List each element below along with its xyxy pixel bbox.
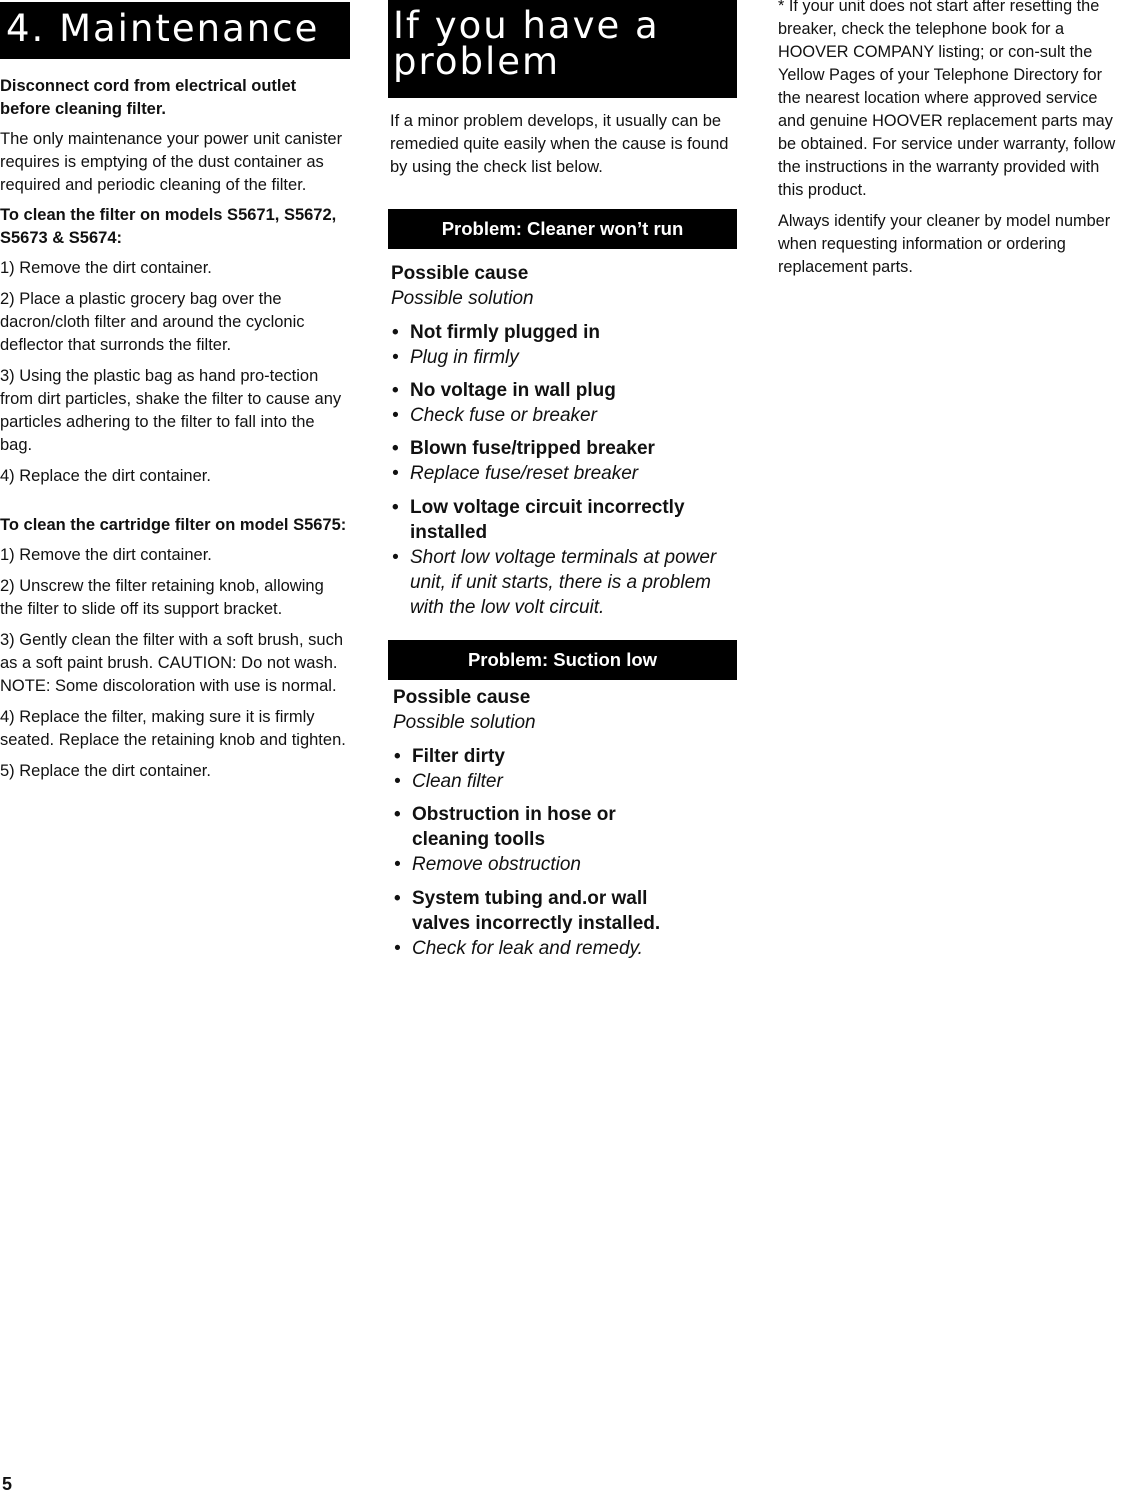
solution-text: Plug in firmly <box>410 347 519 368</box>
possible-cause-label: Possible cause <box>393 687 531 708</box>
bullet: • <box>392 547 399 568</box>
cartridge-step: 1) Remove the dirt container. <box>0 546 212 564</box>
filter-step: 2) Place a plastic grocery bag over the dacron/cloth filter and around the cyclonic deflector that surronds the filter. <box>0 290 305 354</box>
problem-column <box>388 0 737 961</box>
possible-cause-label: Possible cause <box>391 263 529 284</box>
bullet: • <box>394 854 401 875</box>
cause-item <box>390 886 737 936</box>
bullet: • <box>392 347 399 368</box>
cause-header <box>388 685 737 735</box>
cartridge-heading: To clean the cartridge filter on model S5675: <box>0 516 347 534</box>
maintenance-title: 4. Maintenance <box>0 2 350 59</box>
cause-text: Obstruction in hose or cleaning toolls <box>412 804 616 850</box>
cause-item <box>388 436 737 461</box>
solution-item <box>388 403 737 428</box>
maintenance-intro: The only maintenance your power unit canister requires is emptying of the dust container as required and periodic cleaning of the filter. <box>0 130 343 194</box>
solution-text: Short low voltage terminals at power unit, if unit starts, there is a problem with the low volt circuit. <box>410 547 717 618</box>
cause-text: No voltage in wall plug <box>410 380 616 401</box>
filter-step: 3) Using the plastic bag as hand pro-tection from dirt particles, shake the filter to cause any particles adhering to the filter to fall into the bag. <box>0 367 342 454</box>
service-note: * If your unit does not start after resetting the breaker, check the telephone book for a HOOVER COMPANY listing; or con-sult the Yellow Pages of your Telephone Directory for the nearest location where approved service and genuine HOOVER replacement parts may be obtained. For service under warranty, follow the instructions in the warranty provided with this product. <box>778 0 1116 199</box>
filter-step: 1) Remove the dirt container. <box>0 259 212 277</box>
problem-title: If you have a problem <box>388 0 737 98</box>
bullet: • <box>392 497 399 518</box>
possible-solution-label: Possible solution <box>393 712 536 733</box>
cause-item <box>388 495 737 545</box>
page-number: 5 <box>2 1474 13 1494</box>
problem-list-suction-low <box>388 744 737 961</box>
problem-intro: If a minor problem develops, it usually can be remedied quite easily when the cause is found by using the check list below. <box>390 112 729 176</box>
problem-band-suction-low: Problem: Suction low <box>388 640 737 680</box>
possible-solution-label: Possible solution <box>391 288 534 309</box>
bullet: • <box>392 438 399 459</box>
maintenance-warning: Disconnect cord from electrical outlet before cleaning filter. <box>0 77 297 118</box>
filter-step: 4) Replace the dirt container. <box>0 467 211 485</box>
bullet: • <box>392 322 399 343</box>
solution-text: Replace fuse/reset breaker <box>410 463 639 484</box>
solution-item <box>388 545 737 620</box>
solution-item <box>390 936 737 961</box>
cause-text: Not firmly plugged in <box>410 322 600 343</box>
bullet: • <box>394 746 401 767</box>
problem-band-wont-run: Problem: Cleaner won’t run <box>388 209 737 249</box>
cause-text: Blown fuse/tripped breaker <box>410 438 655 459</box>
cause-item <box>388 320 737 345</box>
cause-item <box>390 802 737 852</box>
filter-heading: To clean the filter on models S5671, S5672, S5673 & S5674: <box>0 206 337 247</box>
solution-item <box>390 852 737 877</box>
bullet: • <box>392 380 399 401</box>
solution-item <box>388 345 737 370</box>
cause-item <box>390 744 737 769</box>
cartridge-step: 5) Replace the dirt container. <box>0 762 211 780</box>
solution-text: Check for leak and remedy. <box>412 938 643 959</box>
solution-text: Check fuse or breaker <box>410 405 597 426</box>
cartridge-step: 3) Gently clean the filter with a soft brush, such as a soft paint brush. CAUTION: Do not wash. NOTE: Some discoloration with use is normal. <box>0 631 343 695</box>
bullet: • <box>394 804 401 825</box>
cause-item <box>388 378 737 403</box>
maintenance-column <box>0 0 350 783</box>
cartridge-step: 2) Unscrew the filter retaining knob, allowing the filter to slide off its support bracket. <box>0 577 324 618</box>
problem-list-wont-run <box>388 320 737 620</box>
cartridge-step: 4) Replace the filter, making sure it is firmly seated. Replace the retaining knob and tighten. <box>0 708 346 749</box>
bullet: • <box>394 938 401 959</box>
identify-note: Always identify your cleaner by model number when requesting information or ordering replacement parts. <box>778 212 1111 276</box>
solution-item <box>390 769 737 794</box>
solution-item <box>388 461 737 486</box>
cause-header <box>388 261 737 311</box>
solution-text: Remove obstruction <box>412 854 581 875</box>
cause-text: Filter dirty <box>412 746 505 767</box>
cause-text: System tubing and.or wall valves incorrectly installed. <box>412 888 661 934</box>
service-column <box>778 0 1123 279</box>
bullet: • <box>392 463 399 484</box>
cause-text: Low voltage circuit incorrectly installed <box>410 497 685 543</box>
bullet: • <box>394 888 401 909</box>
bullet: • <box>394 771 401 792</box>
bullet: • <box>392 405 399 426</box>
solution-text: Clean filter <box>412 771 503 792</box>
